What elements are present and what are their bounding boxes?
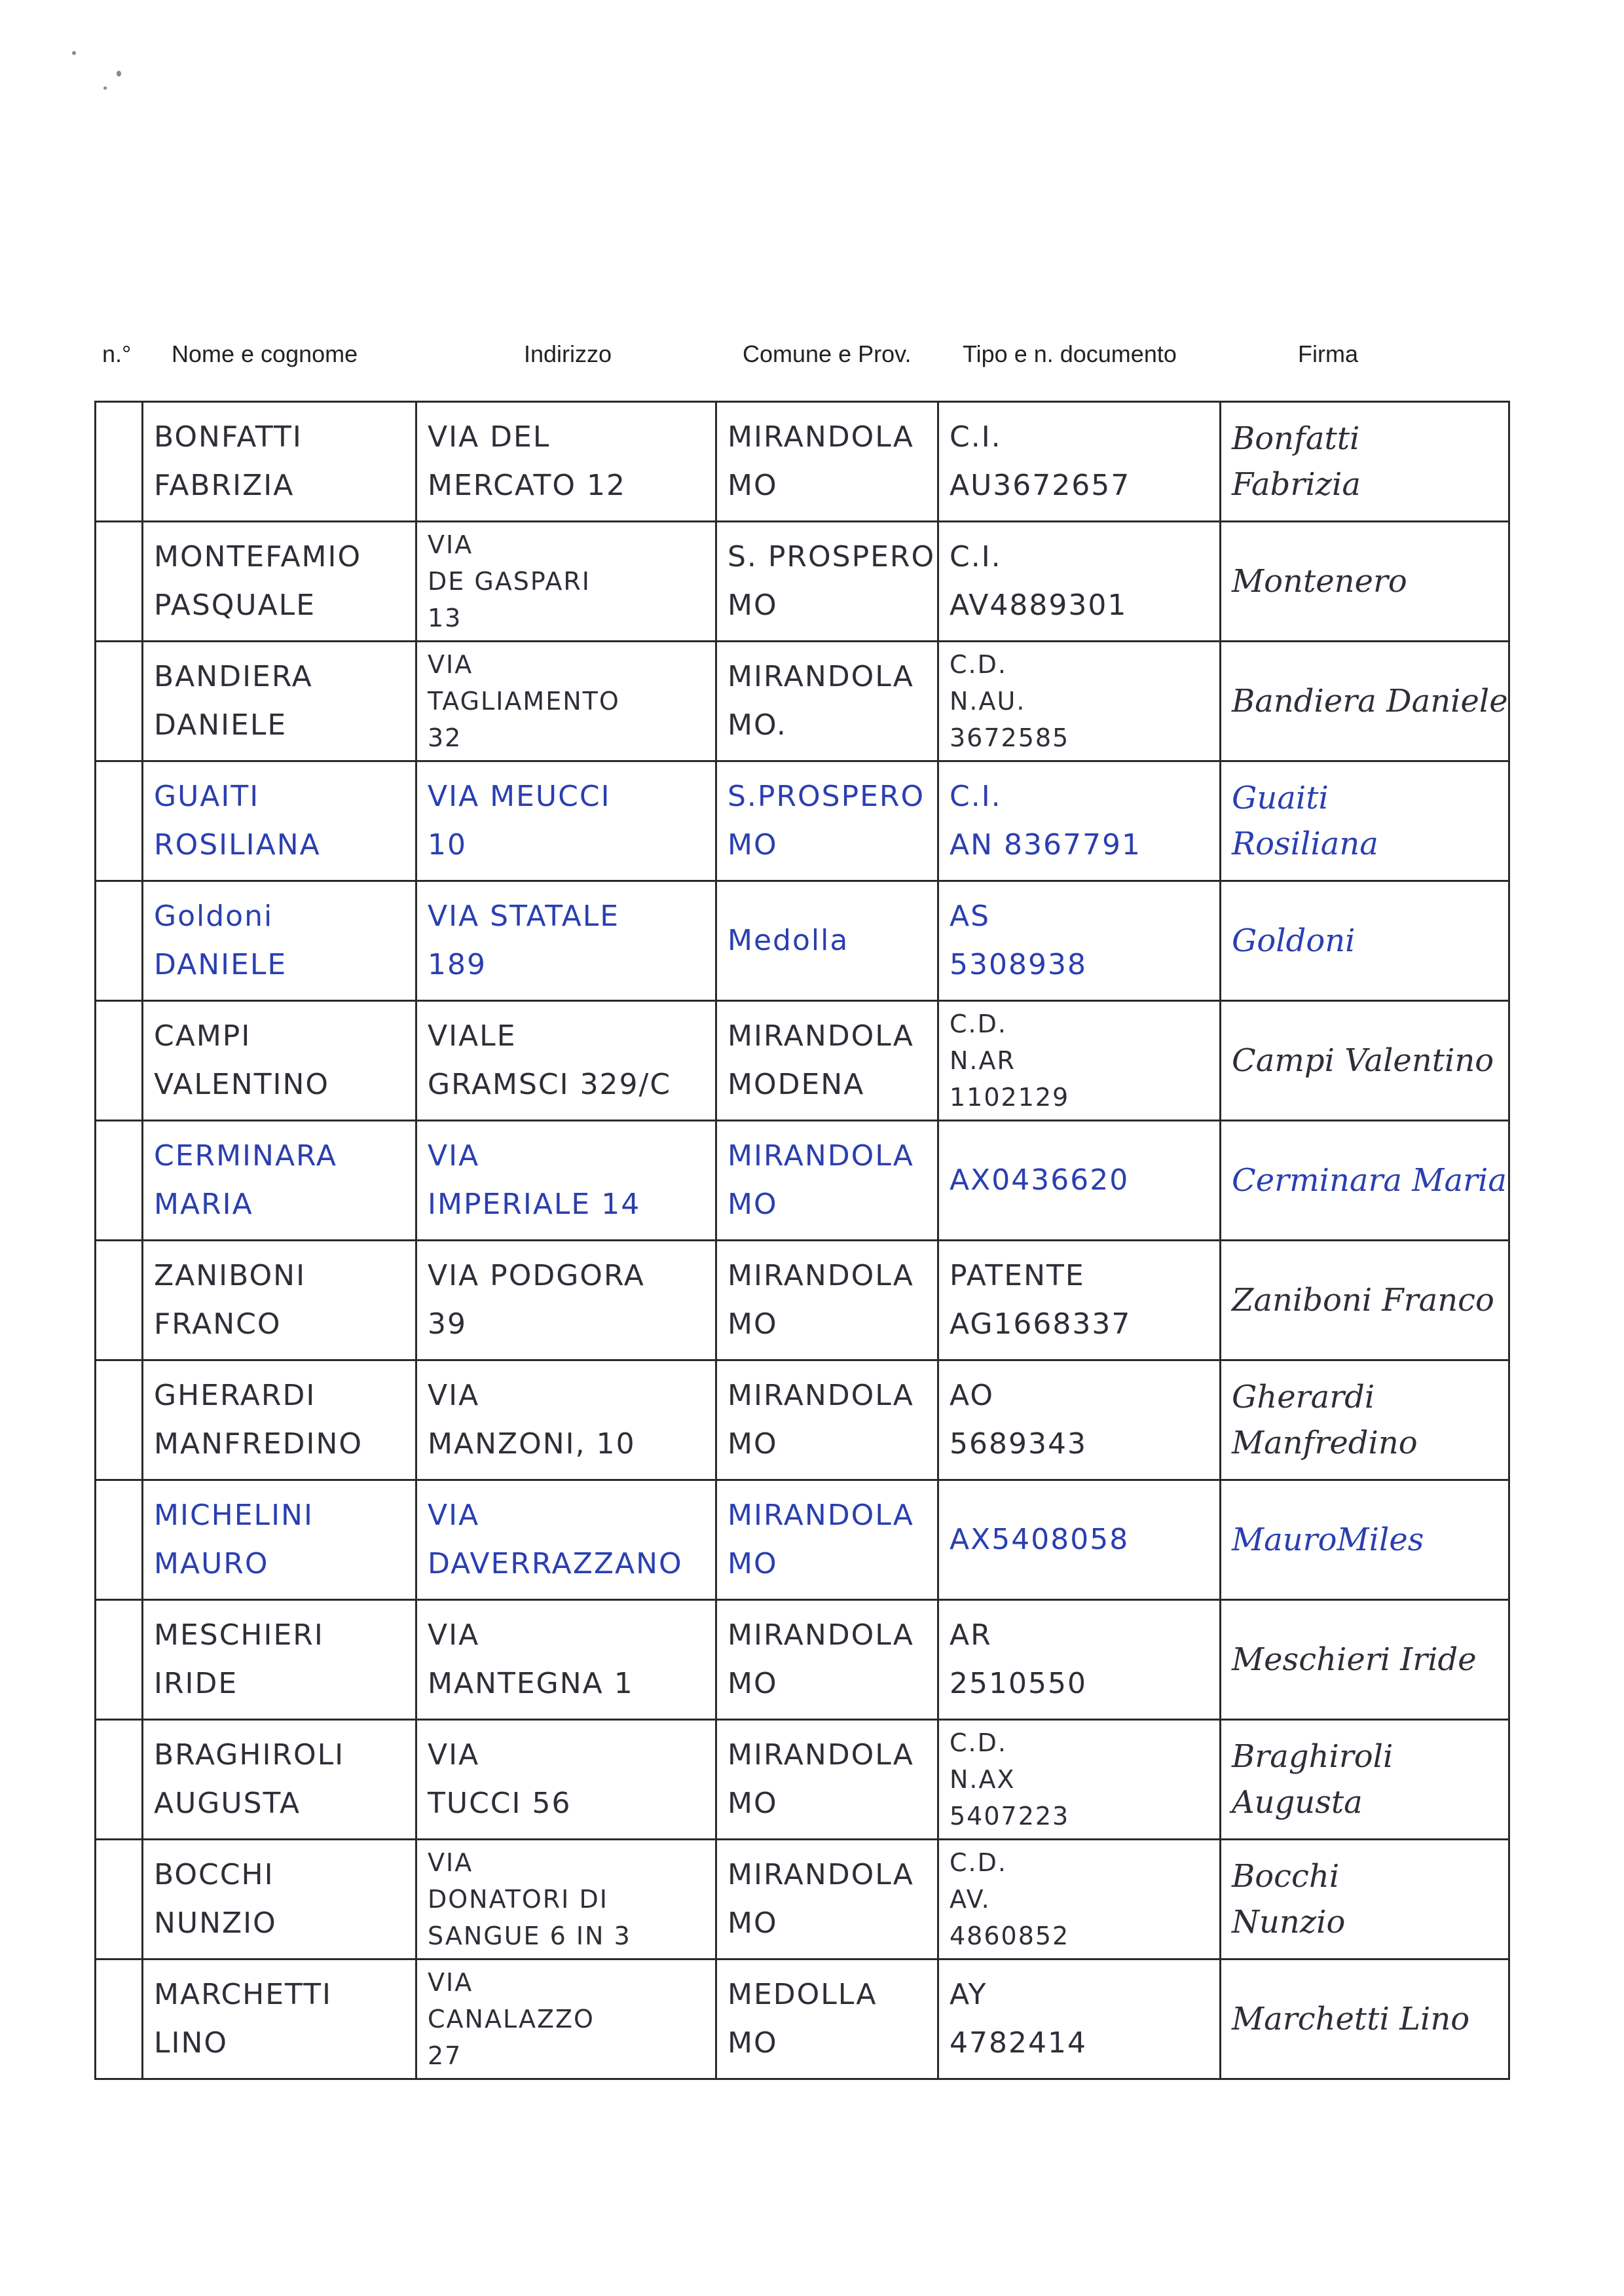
address-line: DE GASPARI xyxy=(428,567,591,596)
comune-line: MIRANDOLA xyxy=(728,1139,914,1173)
document-line: AU3672657 xyxy=(950,469,1131,502)
address-line: VIA PODGORA xyxy=(428,1259,645,1292)
name-line: MONTEFAMIO xyxy=(154,540,362,574)
document-line: 3672585 xyxy=(950,723,1070,752)
document-line: N.AR xyxy=(950,1046,1016,1075)
address-line: 189 xyxy=(428,948,487,981)
address-line: VIA DEL xyxy=(428,420,551,454)
signature-line: Guaiti xyxy=(1232,780,1329,816)
comune-cell xyxy=(716,1121,938,1241)
signature-line: Gherardi xyxy=(1232,1379,1375,1415)
name-cell xyxy=(143,1600,416,1720)
signature-cell xyxy=(1221,402,1509,522)
document-line: AV. xyxy=(950,1885,991,1914)
address-line: MANZONI, 10 xyxy=(428,1427,636,1461)
document-line: 1102129 xyxy=(950,1083,1070,1112)
document-line: C.I. xyxy=(950,780,1002,813)
address-cell xyxy=(416,1001,716,1121)
comune-line: MO xyxy=(728,2026,778,2060)
comune-line: MIRANDOLA xyxy=(728,1618,914,1652)
signature-line: Fabrizia xyxy=(1232,466,1361,503)
header-comune: Comune e Prov. xyxy=(743,340,912,367)
name-line: MARIA xyxy=(154,1188,253,1221)
document-cell xyxy=(938,1121,1221,1241)
name-cell xyxy=(143,642,416,761)
name-cell xyxy=(143,1959,416,2079)
name-line: NUNZIO xyxy=(154,1906,277,1940)
signature-line: Bonfatti xyxy=(1232,420,1360,457)
address-line: VIA xyxy=(428,1618,480,1652)
table-row xyxy=(96,1241,1509,1360)
address-line: 39 xyxy=(428,1307,467,1341)
signature-cell xyxy=(1221,761,1509,881)
name-line: ZANIBONI xyxy=(154,1259,306,1292)
comune-line: MO xyxy=(728,1667,778,1700)
signature-line: Bocchi xyxy=(1232,1858,1340,1895)
address-cell xyxy=(416,761,716,881)
comune-line: MIRANDOLA xyxy=(728,1259,914,1292)
signature-line: Goldoni xyxy=(1232,922,1356,959)
document-cell xyxy=(938,1840,1221,1959)
signature-cell xyxy=(1221,1840,1509,1959)
table-row xyxy=(96,1600,1509,1720)
address-line: DONATORI DI xyxy=(428,1885,608,1914)
number-cell xyxy=(96,1241,143,1360)
table-row xyxy=(96,1840,1509,1959)
signature-line: Cerminara Maria xyxy=(1232,1162,1507,1199)
address-line: 32 xyxy=(428,723,462,752)
header-address: Indirizzo xyxy=(524,340,612,367)
table-body xyxy=(96,402,1509,2079)
address-cell xyxy=(416,1720,716,1840)
name-line: BONFATTI xyxy=(154,420,303,454)
name-line: MESCHIERI xyxy=(154,1618,324,1652)
document-cell xyxy=(938,1600,1221,1720)
comune-cell xyxy=(716,522,938,642)
address-line: VIA xyxy=(428,1499,480,1532)
comune-line: MIRANDOLA xyxy=(728,420,914,454)
table-row xyxy=(96,1121,1509,1241)
signature-line: Meschieri Iride xyxy=(1232,1641,1477,1678)
name-line: MAURO xyxy=(154,1547,269,1580)
signature-cell xyxy=(1221,1241,1509,1360)
signature-cell xyxy=(1221,642,1509,761)
name-line: AUGUSTA xyxy=(154,1787,301,1820)
signature-line: Montenero xyxy=(1232,563,1407,600)
name-cell xyxy=(143,881,416,1001)
address-line: 13 xyxy=(428,604,462,632)
scan-speck xyxy=(72,51,76,55)
name-line: MANFREDINO xyxy=(154,1427,363,1461)
table-row xyxy=(96,522,1509,642)
signature-cell xyxy=(1221,1360,1509,1480)
comune-line: MIRANDOLA xyxy=(728,1019,914,1053)
document-cell xyxy=(938,881,1221,1001)
name-line: VALENTINO xyxy=(154,1068,330,1101)
document-cell xyxy=(938,1959,1221,2079)
document-cell xyxy=(938,1720,1221,1840)
number-cell xyxy=(96,402,143,522)
address-cell xyxy=(416,1480,716,1600)
address-line: VIA xyxy=(428,1139,480,1173)
signature-cell xyxy=(1221,522,1509,642)
address-cell xyxy=(416,642,716,761)
address-cell xyxy=(416,1840,716,1959)
table-row xyxy=(96,1480,1509,1600)
document-cell xyxy=(938,1480,1221,1600)
address-cell xyxy=(416,1360,716,1480)
address-line: VIA xyxy=(428,1968,473,1997)
signature-cell xyxy=(1221,1001,1509,1121)
address-line: 27 xyxy=(428,2041,462,2070)
address-line: MERCATO 12 xyxy=(428,469,627,502)
table-row xyxy=(96,881,1509,1001)
number-cell xyxy=(96,1360,143,1480)
number-cell xyxy=(96,1959,143,2079)
document-line: AX5408058 xyxy=(950,1523,1130,1556)
document-cell xyxy=(938,1360,1221,1480)
number-cell xyxy=(96,881,143,1001)
header-document: Tipo e n. documento xyxy=(963,340,1177,367)
name-cell xyxy=(143,402,416,522)
document-cell xyxy=(938,1241,1221,1360)
signature-line: Campi Valentino xyxy=(1232,1042,1494,1079)
signature-cell xyxy=(1221,1121,1509,1241)
table-row xyxy=(96,642,1509,761)
signature-cell xyxy=(1221,1959,1509,2079)
comune-line: MIRANDOLA xyxy=(728,1379,914,1412)
address-line: TAGLIAMENTO xyxy=(428,687,620,716)
address-line: DAVERRAZZANO xyxy=(428,1547,683,1580)
address-line: VIA STATALE xyxy=(428,900,620,933)
name-cell xyxy=(143,1001,416,1121)
document-line: N.AU. xyxy=(950,687,1026,716)
document-cell xyxy=(938,522,1221,642)
address-line: GRAMSCI 329/C xyxy=(428,1068,672,1101)
table-row xyxy=(96,1959,1509,2079)
name-line: ROSILIANA xyxy=(154,828,321,862)
name-line: DANIELE xyxy=(154,948,287,981)
address-cell xyxy=(416,881,716,1001)
comune-line: MODENA xyxy=(728,1068,865,1101)
document-line: AY xyxy=(950,1978,987,2011)
comune-line: MIRANDOLA xyxy=(728,660,914,693)
header-number: n.° xyxy=(102,340,132,367)
number-cell xyxy=(96,1121,143,1241)
address-line: CANALAZZO xyxy=(428,2005,595,2033)
document-line: 2510550 xyxy=(950,1667,1087,1700)
document-line: AX0436620 xyxy=(950,1163,1130,1197)
address-line: 10 xyxy=(428,828,467,862)
table-row xyxy=(96,761,1509,881)
address-line: VIA xyxy=(428,1738,480,1772)
signature-line: Bandiera Daniele xyxy=(1232,683,1508,720)
signature-line: Braghiroli xyxy=(1232,1738,1393,1775)
name-line: IRIDE xyxy=(154,1667,238,1700)
comune-line: MEDOLLA xyxy=(728,1978,877,2011)
comune-line: MO xyxy=(728,1787,778,1820)
comune-line: MO xyxy=(728,1547,778,1580)
comune-line: MIRANDOLA xyxy=(728,1858,914,1891)
number-cell xyxy=(96,1001,143,1121)
address-line: VIA xyxy=(428,650,473,679)
document-cell xyxy=(938,761,1221,881)
number-cell xyxy=(96,1840,143,1959)
name-cell xyxy=(143,761,416,881)
name-line: GHERARDI xyxy=(154,1379,316,1412)
document-line: C.D. xyxy=(950,1010,1007,1038)
document-line: 4782414 xyxy=(950,2026,1087,2060)
comune-line: MO xyxy=(728,1906,778,1940)
address-cell xyxy=(416,402,716,522)
comune-cell xyxy=(716,1720,938,1840)
comune-cell xyxy=(716,1241,938,1360)
name-line: CAMPI xyxy=(154,1019,251,1053)
name-line: BANDIERA xyxy=(154,660,313,693)
document-line: AG1668337 xyxy=(950,1307,1132,1341)
document-line: PATENTE xyxy=(950,1259,1085,1292)
table-row xyxy=(96,1720,1509,1840)
comune-cell xyxy=(716,402,938,522)
document-line: AS xyxy=(950,900,991,933)
signature-cell xyxy=(1221,1720,1509,1840)
address-line: TUCCI 56 xyxy=(428,1787,572,1820)
document-line: C.I. xyxy=(950,540,1002,574)
comune-cell xyxy=(716,642,938,761)
name-cell xyxy=(143,1360,416,1480)
document-cell xyxy=(938,402,1221,522)
document-line: N.AX xyxy=(950,1765,1016,1794)
comune-cell xyxy=(716,761,938,881)
comune-line: MIRANDOLA xyxy=(728,1499,914,1532)
number-cell xyxy=(96,642,143,761)
address-line: VIA xyxy=(428,530,473,559)
address-line: SANGUE 6 IN 3 xyxy=(428,1922,631,1950)
comune-cell xyxy=(716,1360,938,1480)
address-line: VIA xyxy=(428,1379,480,1412)
name-line: CERMINARA xyxy=(154,1139,337,1173)
number-cell xyxy=(96,1480,143,1600)
document-line: 5689343 xyxy=(950,1427,1087,1461)
address-line: IMPERIALE 14 xyxy=(428,1188,641,1221)
comune-cell xyxy=(716,1600,938,1720)
name-line: LINO xyxy=(154,2026,229,2060)
document-cell xyxy=(938,1001,1221,1121)
document-line: 4860852 xyxy=(950,1922,1070,1950)
scan-speck xyxy=(117,71,121,77)
document-line: AO xyxy=(950,1379,994,1412)
signature-table xyxy=(94,401,1510,2080)
name-line: BRAGHIROLI xyxy=(154,1738,345,1772)
comune-line: MO xyxy=(728,1307,778,1341)
comune-line: MO xyxy=(728,469,778,502)
comune-line: MO. xyxy=(728,708,787,742)
comune-cell xyxy=(716,1001,938,1121)
name-cell xyxy=(143,1121,416,1241)
document-line: C.D. xyxy=(950,650,1007,679)
signature-cell xyxy=(1221,1600,1509,1720)
name-cell xyxy=(143,1840,416,1959)
document-line: AV4889301 xyxy=(950,589,1128,622)
comune-line: MIRANDOLA xyxy=(728,1738,914,1772)
signature-line: MauroMiles xyxy=(1232,1522,1424,1558)
signature-line: Manfredino xyxy=(1232,1425,1418,1461)
number-cell xyxy=(96,1720,143,1840)
document-line: 5308938 xyxy=(950,948,1087,981)
signature-line: Rosiliana xyxy=(1232,826,1378,862)
comune-cell xyxy=(716,1840,938,1959)
comune-line: MO xyxy=(728,1427,778,1461)
address-line: VIALE xyxy=(428,1019,517,1053)
document-line: AR xyxy=(950,1618,992,1652)
table-row xyxy=(96,1001,1509,1121)
comune-line: MO xyxy=(728,589,778,622)
signature-cell xyxy=(1221,881,1509,1001)
name-cell xyxy=(143,1241,416,1360)
name-line: BOCCHI xyxy=(154,1858,274,1891)
comune-line: MO xyxy=(728,828,778,862)
name-line: FRANCO xyxy=(154,1307,282,1341)
address-cell xyxy=(416,1959,716,2079)
address-line: VIA MEUCCI xyxy=(428,780,611,813)
comune-cell xyxy=(716,1480,938,1600)
document-line: C.D. xyxy=(950,1848,1007,1877)
address-line: VIA xyxy=(428,1848,473,1877)
name-line: PASQUALE xyxy=(154,589,316,622)
header-signature: Firma xyxy=(1298,340,1358,367)
name-line: Goldoni xyxy=(154,900,274,933)
signature-line: Augusta xyxy=(1232,1784,1363,1821)
header-name: Nome e cognome xyxy=(172,340,358,367)
name-cell xyxy=(143,522,416,642)
comune-cell xyxy=(716,881,938,1001)
comune-line: MO xyxy=(728,1188,778,1221)
document-line: 5407223 xyxy=(950,1802,1070,1831)
name-line: GUAITI xyxy=(154,780,260,813)
signature-line: Zaniboni Franco xyxy=(1232,1282,1494,1319)
number-cell xyxy=(96,1600,143,1720)
number-cell xyxy=(96,522,143,642)
table-row xyxy=(96,402,1509,522)
signature-line: Nunzio xyxy=(1232,1904,1346,1941)
address-cell xyxy=(416,1121,716,1241)
name-line: MARCHETTI xyxy=(154,1978,333,2011)
comune-line: S.PROSPERO xyxy=(728,780,925,813)
name-line: MICHELINI xyxy=(154,1499,314,1532)
name-cell xyxy=(143,1720,416,1840)
signature-cell xyxy=(1221,1480,1509,1600)
comune-cell xyxy=(716,1959,938,2079)
number-cell xyxy=(96,761,143,881)
signature-line: Marchetti Lino xyxy=(1232,2001,1470,2037)
name-cell xyxy=(143,1480,416,1600)
document-line: C.I. xyxy=(950,420,1002,454)
comune-line: Medolla xyxy=(728,924,849,957)
document-line: AN 8367791 xyxy=(950,828,1141,862)
name-line: FABRIZIA xyxy=(154,469,295,502)
comune-line: S. PROSPERO xyxy=(728,540,936,574)
address-cell xyxy=(416,1241,716,1360)
scan-speck xyxy=(103,86,107,90)
name-line: DANIELE xyxy=(154,708,287,742)
document-cell xyxy=(938,642,1221,761)
address-cell xyxy=(416,522,716,642)
address-line: MANTEGNA 1 xyxy=(428,1667,634,1700)
document-line: C.D. xyxy=(950,1728,1007,1757)
address-cell xyxy=(416,1600,716,1720)
table-row xyxy=(96,1360,1509,1480)
